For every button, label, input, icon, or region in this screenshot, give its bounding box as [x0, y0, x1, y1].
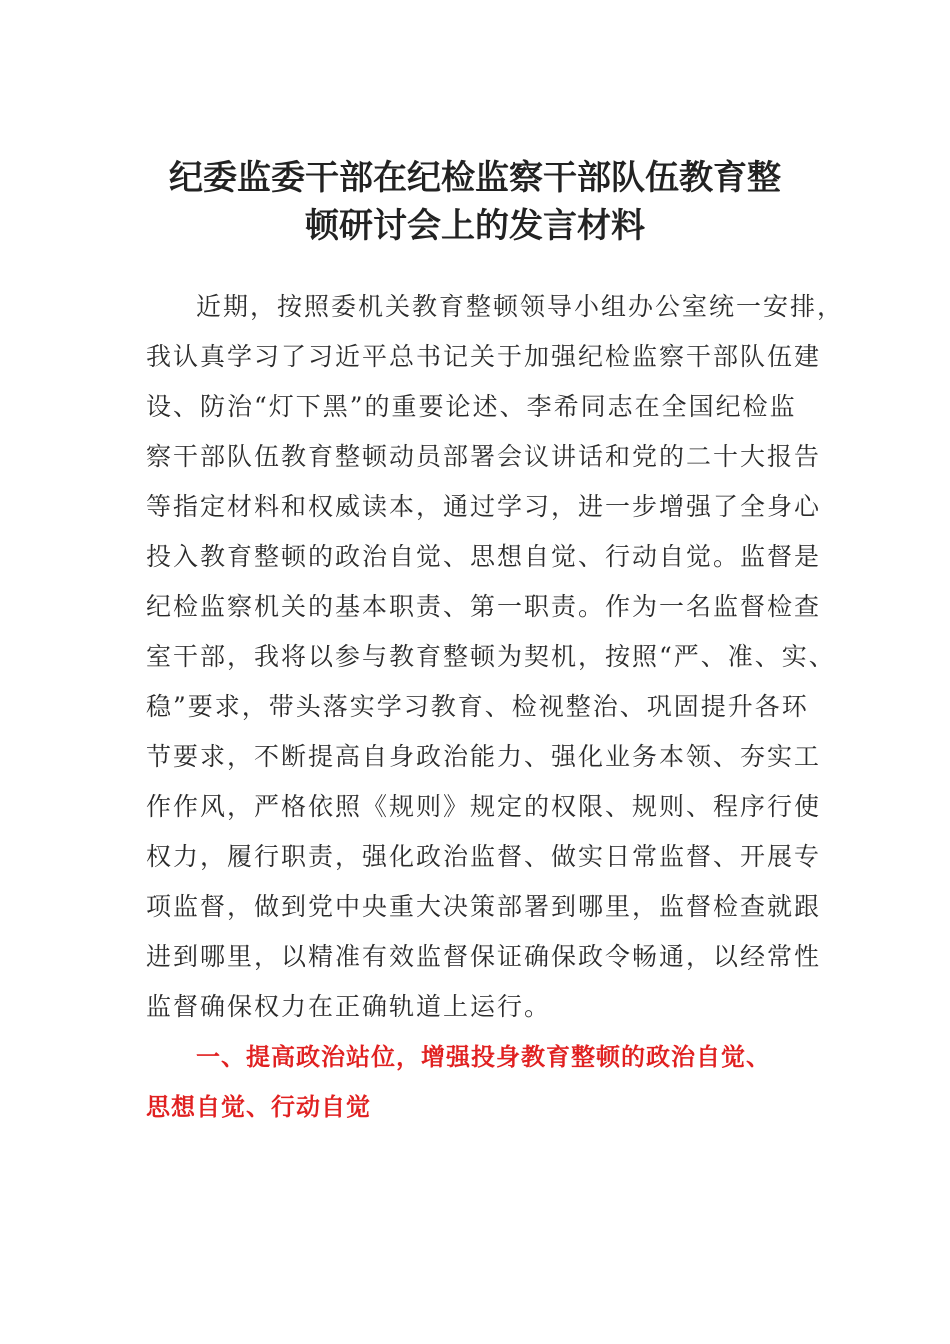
paragraph-line: 投入教育整顿的政治自觉、思想自觉、行动自觉。监督是: [146, 542, 822, 571]
paragraph-line: 我认真学习了习近平总书记关于加强纪检监察干部队伍建: [146, 342, 822, 371]
paragraph-line: 设、防治“灯下黑”的重要论述、李希同志在全国纪检监: [146, 392, 797, 421]
paragraph-line: 进到哪里，以精准有效监督保证确保政令畅通，以经常性: [146, 942, 822, 971]
paragraph-line: 稳”要求，带头落实学习教育、检视整治、巩固提升各环: [146, 692, 809, 721]
section-heading-line-1: 一、提高政治站位，增强投身教育整顿的政治自觉、: [196, 1043, 771, 1071]
paragraph-line: 等指定材料和权威读本，通过学习，进一步增强了全身心: [146, 492, 822, 521]
paragraph-line: 室干部，我将以参与教育整顿为契机，按照“严、准、实、: [146, 642, 836, 671]
paragraph-line: 权力，履行职责，强化政治监督、做实日常监督、开展专: [146, 842, 822, 871]
paragraph-line: 监督确保权力在正确轨道上运行。: [146, 992, 552, 1021]
document-title-line-1: 纪委监委干部在纪检监察干部队伍教育整: [169, 158, 781, 198]
paragraph-line: 项监督，做到党中央重大决策部署到哪里，监督检查就跟: [146, 892, 822, 921]
paragraph-line: 近期，按照委机关教育整顿领导小组办公室统一安排，: [196, 292, 845, 321]
document-title-line-2: 顿研讨会上的发言材料: [305, 206, 645, 246]
section-heading-line-2: 思想自觉、行动自觉: [146, 1093, 371, 1121]
paragraph-line: 节要求，不断提高自身政治能力、强化业务本领、夯实工: [146, 742, 822, 771]
paragraph-line: 作作风，严格依照《规则》规定的权限、规则、程序行使: [146, 792, 822, 821]
paragraph-line: 纪检监察机关的基本职责、第一职责。作为一名监督检查: [146, 592, 822, 621]
paragraph-line: 察干部队伍教育整顿动员部署会议讲话和党的二十大报告: [146, 442, 822, 471]
